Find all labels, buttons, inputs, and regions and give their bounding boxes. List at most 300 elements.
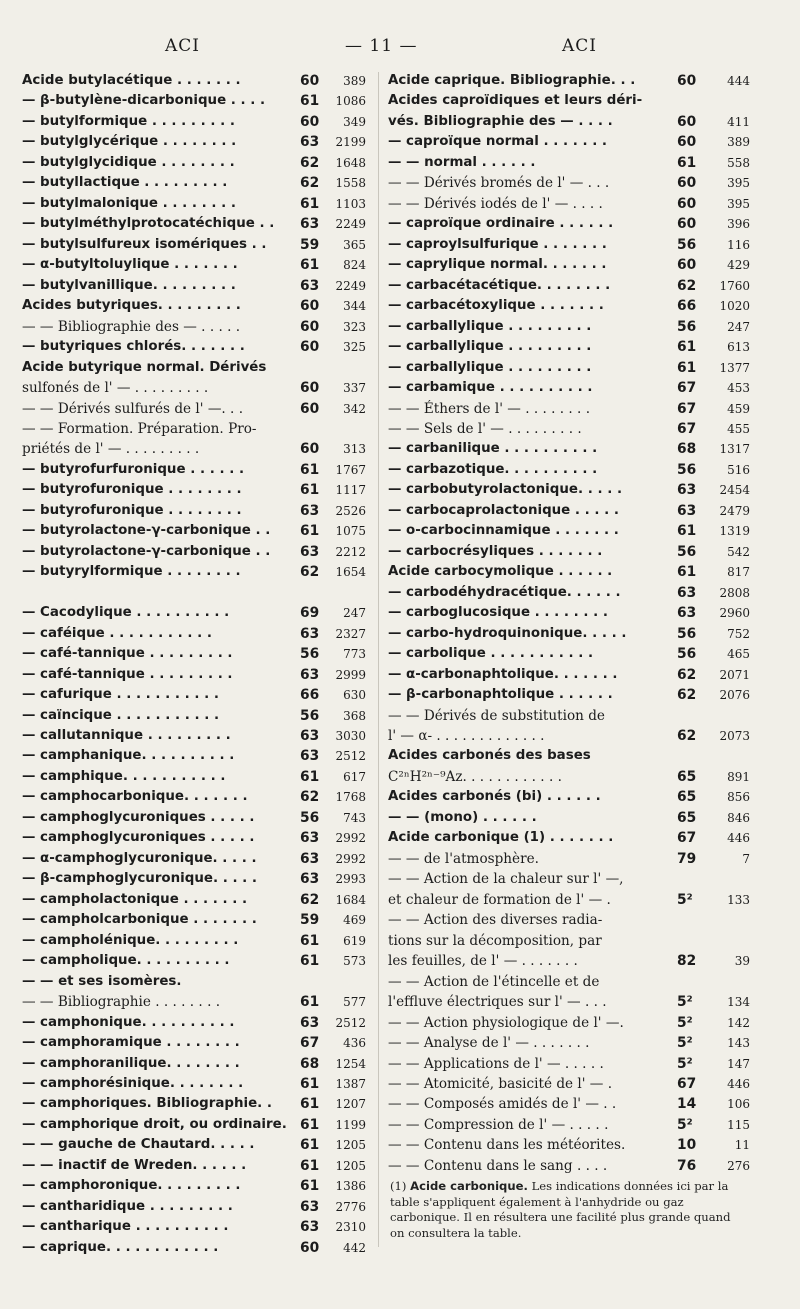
index-entry: [388, 480, 750, 500]
entry-volume: 63: [300, 748, 320, 765]
entry-text: — camphoranilique. . . . . . . .: [22, 1055, 240, 1071]
index-entry: [22, 173, 367, 193]
entry-volume: 61: [300, 1075, 320, 1092]
index-entry: [388, 255, 750, 275]
index-entry: [22, 828, 367, 848]
entry-volume: 63: [300, 1014, 320, 1031]
entry-volume: 76: [677, 1157, 697, 1174]
entry-page: 444: [727, 74, 750, 88]
entry-page: 2960: [719, 606, 750, 621]
index-entry: [388, 214, 750, 234]
index-entry: [22, 624, 367, 644]
entry-volume: 68: [677, 441, 697, 458]
entry-page: 2992: [335, 851, 366, 866]
entry-volume: 61: [677, 523, 697, 540]
entry-text: — carbo-hydroquinonique. . . . .: [388, 625, 627, 641]
entry-volume: 61: [300, 1137, 320, 1154]
entry-page: 365: [343, 237, 366, 252]
entry-page: 134: [727, 995, 750, 1010]
entry-volume: 56: [300, 646, 320, 663]
entry-text: — café-tannique . . . . . . . . .: [22, 666, 233, 682]
entry-text: Acide carbonique (1) . . . . . . .: [388, 830, 614, 846]
entry-text: — — Atomicité, basicité de l' — .: [388, 1075, 613, 1092]
entry-volume: 67: [677, 400, 697, 417]
entry-page: 116: [727, 237, 750, 252]
entry-page: 147: [727, 1056, 750, 1071]
entry-page: 342: [343, 401, 366, 416]
entry-volume: 5²: [677, 994, 693, 1011]
entry-page: 630: [343, 688, 366, 703]
entry-volume: 60: [300, 73, 320, 89]
index-entry: [388, 828, 750, 848]
entry-text: — carballylique . . . . . . . . .: [388, 318, 592, 334]
index-entry: [388, 1156, 750, 1176]
entry-volume: 60: [300, 1239, 320, 1256]
index-entry: [22, 849, 367, 869]
entry-page: 1199: [335, 1117, 366, 1132]
entry-page: 2249: [335, 217, 366, 232]
entry-volume: 59: [300, 912, 320, 929]
index-entry: [22, 194, 367, 214]
entry-volume: 60: [677, 134, 697, 151]
entry-volume: 61: [677, 359, 697, 376]
entry-text: — cantharidique . . . . . . . . .: [22, 1198, 233, 1214]
index-entry: [22, 951, 367, 971]
entry-text: — butyrofuronique . . . . . . . .: [22, 482, 242, 498]
entry-text: — — Formation. Préparation. Pro-: [22, 420, 257, 437]
entry-text: — camphoronique. . . . . . . . .: [22, 1178, 241, 1194]
entry-text: — — Dérivés bromés de l' — . . .: [388, 175, 610, 192]
index-entry: [22, 746, 367, 766]
entry-text: — — Dérivés iodés de l' — . . . .: [388, 195, 603, 212]
entry-page: 1254: [335, 1056, 366, 1071]
entry-text: — caprique. . . . . . . . . . . .: [22, 1239, 219, 1255]
entry-text: — — Éthers de l' — . . . . . . . .: [388, 400, 591, 417]
entry-text: — carballylique . . . . . . . . .: [388, 359, 592, 375]
entry-text: — camphonique. . . . . . . . . .: [22, 1014, 235, 1030]
entry-text: — camphorésinique. . . . . . . .: [22, 1075, 244, 1091]
entry-volume: 65: [677, 789, 697, 806]
entry-text: Acide butyrique normal. Dérivés: [22, 359, 267, 375]
entry-volume: 62: [300, 789, 320, 806]
entry-text: — carbodéhydracétique. . . . . .: [388, 584, 621, 600]
entry-volume: 61: [300, 482, 320, 499]
index-entry: [22, 890, 367, 910]
entry-volume: 63: [300, 134, 320, 151]
index-entry: [388, 890, 750, 910]
entry-text: — butylformique . . . . . . . . .: [22, 113, 236, 129]
index-entry: [22, 1115, 367, 1135]
index-entry: [388, 583, 750, 603]
entry-text: — camphoglycuroniques . . . . .: [22, 830, 255, 846]
entry-text: — butylmalonique . . . . . . . .: [22, 195, 236, 211]
entry-text: — butylméthylprotocatéchique . .: [22, 216, 275, 232]
entry-volume: 5²: [677, 1035, 693, 1052]
entry-text: — carbolique . . . . . . . . . . .: [388, 646, 594, 662]
entry-text: — butyrofuronique . . . . . . . .: [22, 502, 242, 518]
entry-page: 1103: [335, 196, 366, 211]
entry-volume: 63: [300, 830, 320, 847]
entry-volume: 60: [677, 257, 697, 274]
entry-volume: 59: [300, 236, 320, 253]
entry-page: 453: [727, 381, 750, 396]
entry-text: — — Applications de l' — . . . . .: [388, 1055, 604, 1072]
entry-page: 891: [727, 769, 750, 784]
entry-page: 436: [343, 1036, 366, 1051]
entry-page: 325: [343, 340, 366, 355]
entry-text: — butylvanillique. . . . . . . . .: [22, 277, 236, 293]
entry-page: 542: [727, 544, 750, 559]
index-entry: [22, 931, 367, 951]
index-entry: [22, 1156, 367, 1176]
entry-volume: 60: [677, 216, 697, 233]
entry-volume: 66: [677, 298, 697, 315]
entry-page: 2479: [719, 503, 750, 518]
entry-volume: 56: [677, 543, 697, 560]
index-entry: [388, 849, 750, 869]
entry-text: — camphanique. . . . . . . . . .: [22, 748, 235, 764]
entry-page: 1117: [335, 483, 366, 498]
entry-page: 2454: [719, 483, 750, 498]
index-entry: [22, 358, 367, 378]
entry-page: 1558: [335, 176, 366, 191]
entry-volume: 60: [300, 318, 320, 335]
index-entry: [22, 562, 367, 582]
entry-volume: 63: [300, 1219, 320, 1236]
entry-page: 856: [727, 790, 750, 805]
entry-page: 344: [343, 299, 366, 314]
index-entry: [388, 460, 750, 480]
entry-volume: 63: [300, 216, 320, 233]
index-entry: [22, 1217, 367, 1237]
entry-text: — carbamique . . . . . . . . . .: [388, 380, 593, 396]
index-entry: [388, 767, 750, 787]
entry-page: 1768: [335, 790, 366, 805]
entry-text: — caproïque ordinaire . . . . . .: [388, 216, 614, 232]
index-entry: [388, 91, 750, 111]
entry-text: — β-carbonaphtolique . . . . . .: [388, 687, 613, 703]
entry-volume: 61: [300, 257, 320, 274]
entry-page: 411: [727, 114, 750, 129]
entry-page: 11: [734, 1138, 750, 1153]
entry-volume: 65: [677, 809, 697, 826]
entry-text: — α-butyltoluylique . . . . . . .: [22, 257, 238, 273]
entry-volume: 5²: [677, 1014, 693, 1031]
entry-volume: 5²: [677, 1055, 693, 1072]
entry-volume: 69: [300, 605, 320, 622]
index-entry: [22, 214, 367, 234]
entry-text: — — Action physiologique de l' —.: [388, 1014, 624, 1031]
entry-text: — butyrolactone-γ-carbonique . .: [22, 543, 271, 559]
entry-text: — camphoriques. Bibliographie. .: [22, 1096, 273, 1112]
entry-page: 2076: [719, 688, 750, 703]
entry-text: Acides caproïdiques et leurs déri-: [388, 93, 643, 109]
entry-page: 1205: [335, 1158, 366, 1173]
entry-page: 3030: [335, 729, 366, 743]
index-entry: [388, 746, 750, 766]
entry-volume: 61: [677, 339, 697, 356]
entry-page: 429: [727, 258, 750, 273]
entry-text: sulfonés de l' — . . . . . . . . .: [22, 380, 209, 397]
entry-text: — — normal . . . . . .: [388, 154, 536, 170]
footnote-body: Les indications données ici par la table s'appliquent également à l'anhydride ou gaz carbonique. Il en résultera une facilité plus grande quand on consultera la table.: [390, 1179, 731, 1240]
index-entry: [22, 91, 367, 111]
entry-text: — butylglycérique . . . . . . . .: [22, 134, 237, 150]
entry-text: — — de l'atmosphère.: [388, 850, 539, 867]
index-entry: [388, 542, 750, 562]
entry-volume: 60: [677, 113, 697, 130]
entry-text: l' — α- . . . . . . . . . . . . .: [388, 728, 545, 744]
header-right: ACI: [562, 36, 597, 56]
entry-text: — butylsulfureux isomériques . .: [22, 236, 267, 252]
entry-text: — carboglucosique . . . . . . . .: [388, 605, 609, 621]
entry-volume: 10: [677, 1137, 697, 1154]
entry-text: — campholique. . . . . . . . . .: [22, 953, 230, 969]
entry-page: 773: [343, 647, 366, 662]
entry-page: 247: [343, 606, 366, 621]
index-entry: [22, 542, 367, 562]
entry-page: 2776: [335, 1199, 366, 1214]
index-entry: [22, 337, 367, 357]
entry-text: — β-butylène-dicarbonique . . . .: [22, 93, 266, 109]
entry-text: priétés de l' — . . . . . . . . .: [22, 441, 200, 458]
index-entry: [22, 910, 367, 930]
entry-page: 2327: [335, 626, 366, 641]
entry-page: 752: [727, 626, 750, 641]
index-entry: [388, 665, 750, 685]
index-entry: [388, 1074, 750, 1094]
footnote: [390, 1179, 748, 1241]
entry-text: — butylglycidique . . . . . . . .: [22, 154, 235, 170]
index-entry: [388, 726, 750, 746]
entry-text: et chaleur de formation de l' — .: [388, 891, 611, 908]
entry-volume: 65: [677, 768, 697, 785]
entry-text: vés. Bibliographie des — . . . .: [388, 113, 613, 129]
entry-volume: 61: [300, 768, 320, 785]
index-entry: [22, 132, 367, 152]
index-entry: [388, 910, 750, 930]
entry-text: — camphocarbonique. . . . . . .: [22, 789, 248, 805]
entry-page: 469: [343, 913, 366, 928]
index-entry: [22, 255, 367, 275]
index-entry: [388, 624, 750, 644]
entry-text: — β-camphoglycuronique. . . . .: [22, 871, 258, 887]
index-entry: [388, 562, 750, 582]
index-entry: [388, 317, 750, 337]
entry-text: — carbobutyrolactonique. . . . .: [388, 482, 623, 498]
entry-text: — — Contenu dans les météorites.: [388, 1137, 626, 1154]
entry-volume: 61: [300, 953, 320, 970]
entry-page: 106: [727, 1097, 750, 1112]
entry-page: 1075: [335, 524, 366, 539]
index-entry: [22, 71, 367, 91]
index-entry: [388, 235, 750, 255]
entry-page: 1377: [719, 360, 750, 375]
entry-text: — butyllactique . . . . . . . . .: [22, 175, 228, 191]
entry-page: 396: [727, 217, 750, 232]
entry-text: — — Analyse de l' — . . . . . . .: [388, 1035, 590, 1052]
entry-volume: 63: [677, 482, 697, 499]
entry-page: 1086: [335, 94, 366, 109]
entry-volume: 63: [300, 502, 320, 519]
entry-page: 516: [727, 462, 750, 477]
entry-text: — — Sels de l' — . . . . . . . . .: [388, 420, 582, 437]
entry-text: — — Dérivés de substitution de: [388, 707, 605, 724]
entry-text: Acides butyriques. . . . . . . . .: [22, 298, 241, 314]
entry-text: — campholcarbonique . . . . . . .: [22, 912, 257, 928]
index-entry: [388, 869, 750, 889]
entry-text: — caproylsulfurique . . . . . . .: [388, 236, 607, 252]
entry-text: — camphique. . . . . . . . . . .: [22, 768, 226, 784]
entry-volume: 62: [677, 277, 697, 294]
entry-volume: 62: [677, 687, 697, 704]
entry-page: 465: [727, 647, 750, 662]
entry-text: tions sur la décomposition, par: [388, 932, 602, 949]
index-entry: [388, 603, 750, 623]
index-entry: [22, 1074, 367, 1094]
index-entry: [22, 480, 367, 500]
entry-page: 846: [727, 810, 750, 825]
entry-volume: 60: [300, 113, 320, 130]
entry-text: — — Action de l'étincelle et de: [388, 973, 600, 990]
entry-text: — — Composés amidés de l' — . .: [388, 1096, 617, 1113]
index-entry: [22, 1176, 367, 1196]
footnote-mark: (1): [390, 1179, 407, 1193]
entry-volume: 68: [300, 1055, 320, 1072]
entry-page: 39: [734, 954, 750, 969]
entry-text: — — Action de la chaleur sur l' —,: [388, 871, 624, 888]
entry-volume: 63: [300, 871, 320, 888]
entry-volume: 56: [300, 707, 320, 724]
entry-volume: 66: [300, 687, 320, 704]
index-entry: [22, 439, 367, 459]
entry-volume: 62: [300, 175, 320, 192]
entry-volume: 63: [300, 1198, 320, 1215]
index-entry: [22, 787, 367, 807]
index-entry: [388, 972, 750, 992]
entry-volume: 61: [300, 1096, 320, 1113]
entry-text: — carbocaprolactonique . . . . .: [388, 502, 620, 518]
entry-page: 442: [343, 1240, 366, 1255]
index-entry: [388, 808, 750, 828]
entry-volume: 61: [300, 1157, 320, 1174]
entry-page: 2992: [335, 831, 366, 846]
entry-text: — butyriques chlorés. . . . . . .: [22, 339, 245, 355]
index-entry: [22, 869, 367, 889]
entry-page: 2249: [335, 278, 366, 293]
entry-page: 2199: [335, 135, 366, 150]
index-entry: [388, 787, 750, 807]
entry-volume: 62: [300, 154, 320, 171]
index-entry: [22, 276, 367, 296]
entry-page: 573: [343, 954, 366, 969]
entry-volume: 60: [300, 339, 320, 356]
entry-text: — — Contenu dans le sang . . . .: [388, 1157, 608, 1174]
entry-text: — cantharique . . . . . . . . . .: [22, 1219, 229, 1235]
left-column: [22, 71, 367, 1258]
entry-volume: 63: [677, 502, 697, 519]
entry-volume: 60: [300, 441, 320, 458]
entry-page: 1387: [335, 1076, 366, 1091]
entry-text: — butyrylformique . . . . . . . .: [22, 564, 241, 580]
index-entry: [22, 972, 367, 992]
index-entry: [22, 153, 367, 173]
index-entry: [22, 378, 367, 398]
entry-text: — butyrolactone-γ-carbonique . .: [22, 523, 271, 539]
entry-page: 2073: [719, 729, 750, 743]
index-entry: [388, 644, 750, 664]
index-entry: [388, 931, 750, 951]
entry-text: — — et ses isomères.: [22, 973, 182, 989]
index-entry: [22, 419, 367, 439]
entry-volume: 63: [677, 584, 697, 601]
entry-page: 1648: [335, 155, 366, 170]
index-entry: [22, 603, 367, 623]
index-entry: [388, 276, 750, 296]
index-entry: [388, 173, 750, 193]
index-entry: [388, 399, 750, 419]
index-entry: [388, 1013, 750, 1033]
entry-text: Acides carbonés (bi) . . . . . .: [388, 789, 601, 805]
entry-volume: 63: [300, 666, 320, 683]
entry-text: — campholénique. . . . . . . . .: [22, 932, 239, 948]
entry-volume: 61: [300, 1178, 320, 1195]
entry-text: — — Compression de l' — . . . . .: [388, 1116, 609, 1133]
entry-text: Acides carbonés des bases: [388, 748, 591, 764]
index-entry: [388, 1135, 750, 1155]
index-entry: [388, 337, 750, 357]
index-entry: [388, 1054, 750, 1074]
entry-page: 619: [343, 933, 366, 948]
entry-page: 1386: [335, 1179, 366, 1194]
entry-volume: 63: [300, 850, 320, 867]
entry-page: 2526: [335, 503, 366, 518]
entry-page: 455: [727, 421, 750, 436]
section-gap: [22, 583, 367, 603]
entry-text: — café-tannique . . . . . . . . .: [22, 646, 233, 662]
index-entry: [22, 399, 367, 419]
entry-text: les feuilles, de l' — . . . . . . .: [388, 953, 578, 970]
entry-volume: 79: [677, 850, 697, 867]
entry-volume: 61: [300, 523, 320, 540]
entry-text: — Cacodylique . . . . . . . . . .: [22, 605, 230, 621]
entry-volume: 61: [300, 195, 320, 212]
index-entry: [22, 460, 367, 480]
entry-page: 1020: [719, 299, 750, 314]
entry-text: — callutannique . . . . . . . . .: [22, 728, 231, 743]
entry-text: — — (mono) . . . . . .: [388, 809, 537, 825]
entry-volume: 61: [300, 93, 320, 110]
entry-volume: 67: [677, 420, 697, 437]
index-entry: [22, 1197, 367, 1217]
index-entry: [22, 808, 367, 828]
entry-volume: 63: [300, 728, 320, 744]
index-entry: [22, 521, 367, 541]
entry-volume: 67: [677, 830, 697, 847]
entry-page: 2808: [719, 585, 750, 600]
index-entry: [388, 501, 750, 521]
entry-text: — cafurique . . . . . . . . . . .: [22, 687, 220, 703]
entry-text: Acide caprique. Bibliographie. . .: [388, 73, 636, 88]
entry-page: 395: [727, 176, 750, 191]
entry-volume: 62: [300, 564, 320, 581]
index-entry: [22, 767, 367, 787]
entry-page: 1767: [335, 462, 366, 477]
entry-text: — — Bibliographie des — . . . . .: [22, 318, 241, 335]
entry-volume: 56: [677, 318, 697, 335]
entry-volume: 63: [300, 277, 320, 294]
entry-text: — caprylique normal. . . . . . .: [388, 257, 607, 273]
